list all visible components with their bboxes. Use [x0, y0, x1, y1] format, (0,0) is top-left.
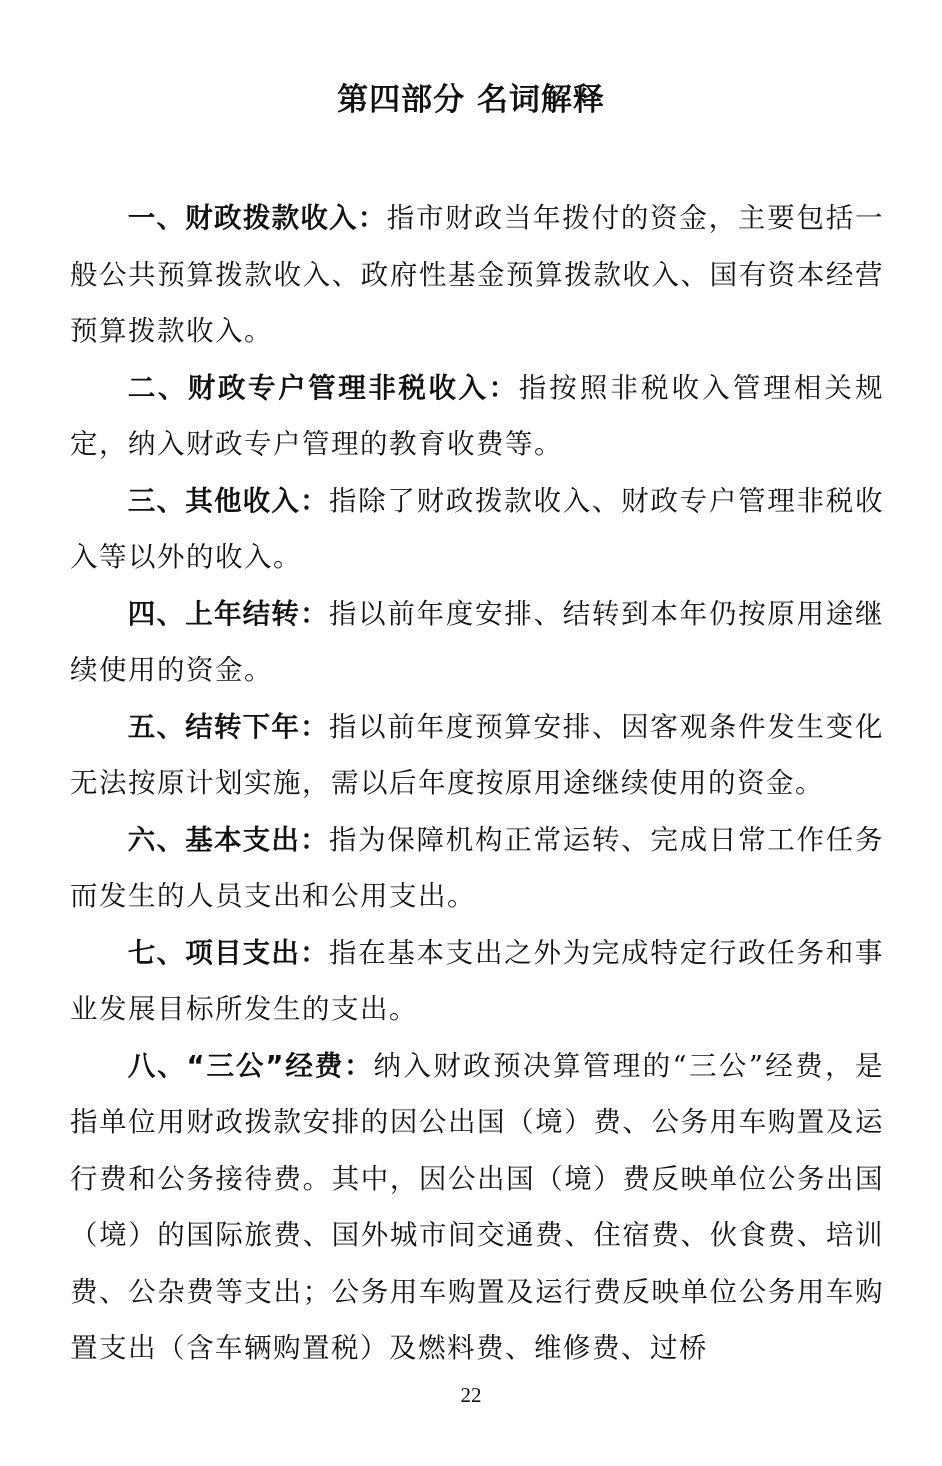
glossary-definition: 指在基本支出之外为完成特定行政任务和事业发展目标所发生的支出。	[70, 936, 884, 1025]
glossary-item-project-expenditure	[70, 925, 884, 1038]
glossary-body	[70, 190, 884, 1377]
glossary-definition: 指除了财政拨款收入、财政专户管理非税收入等以外的收入。	[70, 484, 884, 573]
glossary-item-other-income	[70, 473, 884, 586]
glossary-term: 二、财政专户管理非税收入：	[127, 371, 519, 404]
glossary-term: 六、基本支出：	[127, 823, 329, 856]
glossary-definition: 指为保障机构正常运转、完成日常工作任务而发生的人员支出和公用支出。	[70, 823, 884, 912]
glossary-term: 五、结转下年：	[127, 710, 329, 743]
glossary-item-basic-expenditure	[70, 812, 884, 925]
glossary-definition: 指市财政当年拨付的资金，主要包括一般公共预算拨款收入、政府性基金预算拨款收入、国有资本经营预算拨款收入。	[70, 202, 885, 347]
glossary-item-fiscal-appropriation-income	[70, 190, 884, 360]
page-title: 第四部分 名词解释	[337, 82, 605, 118]
glossary-item-three-public-expenses	[70, 1038, 884, 1377]
glossary-term: 三、其他收入：	[127, 484, 329, 517]
glossary-definition: 指以前年度安排、结转到本年仍按原用途继续使用的资金。	[70, 597, 884, 686]
glossary-term: 八、“三公”经费：	[127, 1049, 374, 1082]
glossary-definition: 纳入财政预决算管理的“三公”经费，是指单位用财政拨款安排的因公出国（境）费、公务用车购置及运行费和公务接待费。其中，因公出国（境）费反映单位公务出国（境）的国际旅费、国外城市间交通费、住宿费、伙食费、培训费、公杂费等支出；公务用车购置及运行费反映单位公务用车购置支出（含车辆购置税）及燃料费、维修费、过桥	[70, 1049, 884, 1364]
glossary-term: 四、上年结转：	[127, 597, 329, 630]
page-number: 22	[460, 1383, 482, 1407]
glossary-item-prior-year-carryover	[70, 586, 884, 699]
glossary-definition: 指以前年度预算安排、因客观条件发生变化无法按原计划实施，需以后年度按原用途继续使用的资金。	[70, 710, 884, 799]
glossary-item-carryover-to-next-year	[70, 699, 884, 812]
glossary-item-special-account-non-tax-income	[70, 360, 884, 473]
glossary-term: 一、财政拨款收入：	[127, 202, 387, 234]
glossary-definition: 指按照非税收入管理相关规定，纳入财政专户管理的教育收费等。	[70, 371, 885, 460]
glossary-term: 七、项目支出：	[127, 936, 329, 969]
